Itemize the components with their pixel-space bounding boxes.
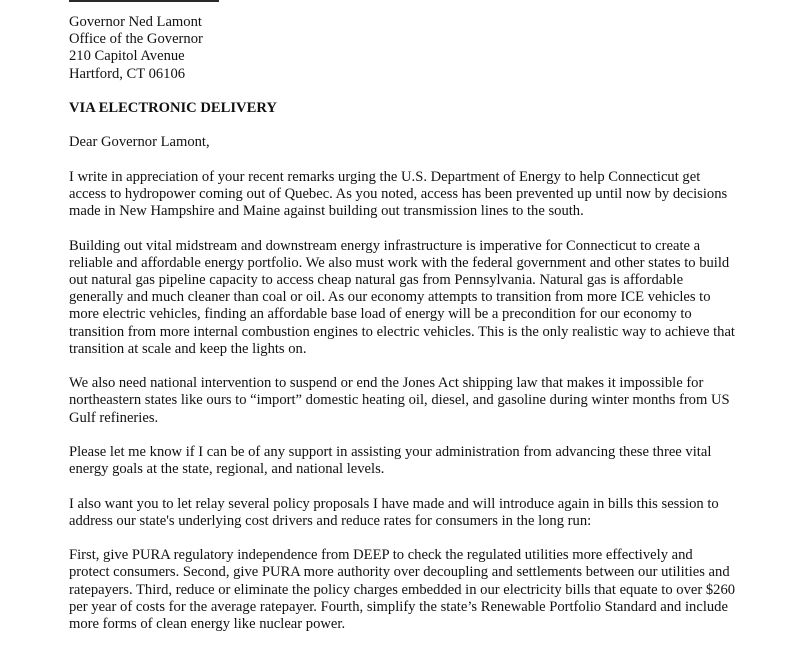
paragraph-line: more forms of clean energy like nuclear power. — [69, 615, 346, 632]
paragraph-infrastructure — [69, 238, 769, 358]
salutation: Dear Governor Lamont, — [69, 134, 210, 151]
recipient-address — [69, 14, 769, 83]
paragraph-hydropower — [69, 169, 769, 221]
paragraph-line: generally and much cleaner than coal or oil. As our economy attempts to transition from more ICE vehicles to — [69, 289, 711, 306]
paragraph-line: out natural gas pipeline capacity to access cheap natural gas from Pennsylvania. Natural gas is affordable — [69, 271, 684, 288]
paragraph-line: address our state's underlying cost drivers and reduce rates for consumers in the long run: — [69, 512, 592, 529]
recipient-city: Hartford, CT 06106 — [69, 65, 186, 82]
paragraph-line: I also want you to let relay several policy proposals I have made and will introduce again in bills this session to — [69, 495, 719, 512]
paragraph-line: Gulf refineries. — [69, 409, 159, 426]
paragraph-line: transition from more internal combustion engines to electric vehicles. This is the only realistic way to achieve that — [69, 323, 735, 340]
letterhead-fragment — [69, 0, 219, 2]
paragraph-proposals-list — [69, 547, 769, 633]
paragraph-line: more electric vehicles, finding an affordable base load of energy will be a precondition for our economy to — [69, 306, 692, 323]
paragraph-support — [69, 444, 769, 478]
paragraph-line: I write in appreciation of your recent remarks urging the U.S. Department of Energy to help Connecticut get — [69, 168, 701, 185]
paragraph-line: per year of costs for the average ratepayer. Fourth, simplify the state’s Renewable Portfolio Standard and include — [69, 598, 728, 615]
paragraph-line: access to hydropower coming out of Quebec. As you noted, access has been prevented up until now by decisions — [69, 185, 728, 202]
paragraph-line: made in New Hampshire and Maine against building out transmission lines to the south. — [69, 203, 584, 220]
recipient-office: Office of the Governor — [69, 31, 203, 48]
paragraph-line: reliable and affordable energy portfolio. We also must work with the federal government and other states to build — [69, 254, 730, 271]
paragraph-line: northeastern states like ours to “import” domestic heating oil, diesel, and gasoline during winter months from US — [69, 392, 730, 409]
paragraph-line: protect consumers. Second, give PURA more authority over decoupling and settlements between our utilities and — [69, 564, 730, 581]
paragraph-line: First, give PURA regulatory independence from DEEP to check the regulated utilities more effectively and — [69, 547, 693, 564]
paragraph-proposals-intro — [69, 496, 769, 530]
paragraph-line: Please let me know if I can be of any support in assisting your administration from advancing these three vital — [69, 443, 712, 460]
recipient-street: 210 Capitol Avenue — [69, 48, 185, 65]
paragraph-line: ratepayers. Third, reduce or eliminate the policy charges embedded in our electricity bills that equate to over $260 — [69, 581, 736, 598]
letter-body — [69, 14, 769, 650]
paragraph-line: We also need national intervention to suspend or end the Jones Act shipping law that makes it impossible for — [69, 375, 704, 392]
recipient-name: Governor Ned Lamont — [69, 14, 202, 30]
paragraph-line: Building out vital midstream and downstream energy infrastructure is imperative for Connecticut to create a — [69, 237, 701, 254]
paragraph-line: energy goals at the state, regional, and national levels. — [69, 461, 385, 478]
paragraph-jones-act — [69, 375, 769, 427]
paragraph-line: transition at scale and keep the lights on. — [69, 340, 307, 357]
delivery-method: VIA ELECTRONIC DELIVERY — [69, 100, 277, 116]
